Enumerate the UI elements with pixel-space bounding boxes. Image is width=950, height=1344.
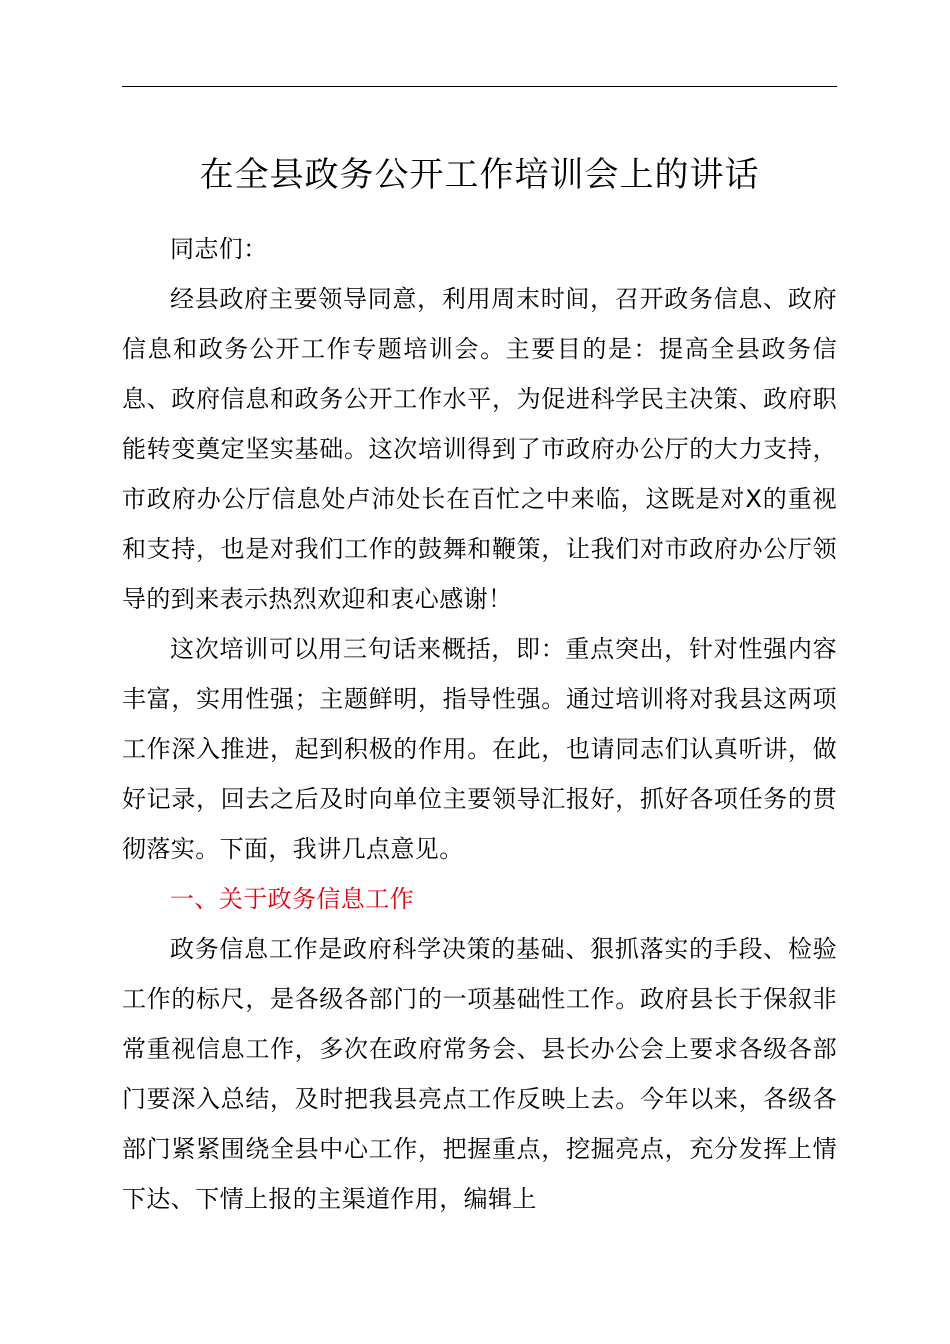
section-heading-1: 一、关于政务信息工作 [170,885,414,913]
paragraph-section-1: 政务信息工作是政府科学决策的基础、狠抓落实的手段、检验工作的标尺，是各级各部门的一项基础性工作。政府县长于保叙非常重视信息工作，多次在政府常务会、县长办公会上要求各级各部门要深入总结，及时把我县亮点工作反映上去。今年以来，各级各部门紧紧围绕全县中心工作，把握重点，挖掘亮点，充分发挥上情下达、下情上报的主渠道作用，编辑上 [122,935,837,1213]
document-title: 在全县政务公开工作培训会上的讲话 [199,155,760,195]
paragraph-intro: 经县政府主要领导同意，利用周末时间，召开政务信息、政府信息和政务公开工作专题培训会。主要目的是：提高全县政务信息、政府信息和政务公开工作水平，为促进科学民主决策、政府职能转变奠定坚实基础。这次培训得到了市政府办公厅的大力支持，市政府办公厅信息处卢沛处长在百忙之中来临，这既是对X的重视和支持，也是对我们工作的鼓舞和鞭策，让我们对市政府办公厅领导的到来表示热烈欢迎和衷心感谢！ [122,285,837,613]
paragraph-summary: 这次培训可以用三句话来概括，即：重点突出，针对性强内容丰富，实用性强；主题鲜明，指导性强。通过培训将对我县这两项工作深入推进，起到积极的作用。在此，也请同志们认真听讲，做好记录，回去之后及时向单位主要领导汇报好，抓好各项任务的贯彻落实。下面，我讲几点意见。 [122,635,837,863]
salutation: 同志们： [170,235,268,263]
document-body [122,224,837,1224]
header-rule [122,86,837,87]
